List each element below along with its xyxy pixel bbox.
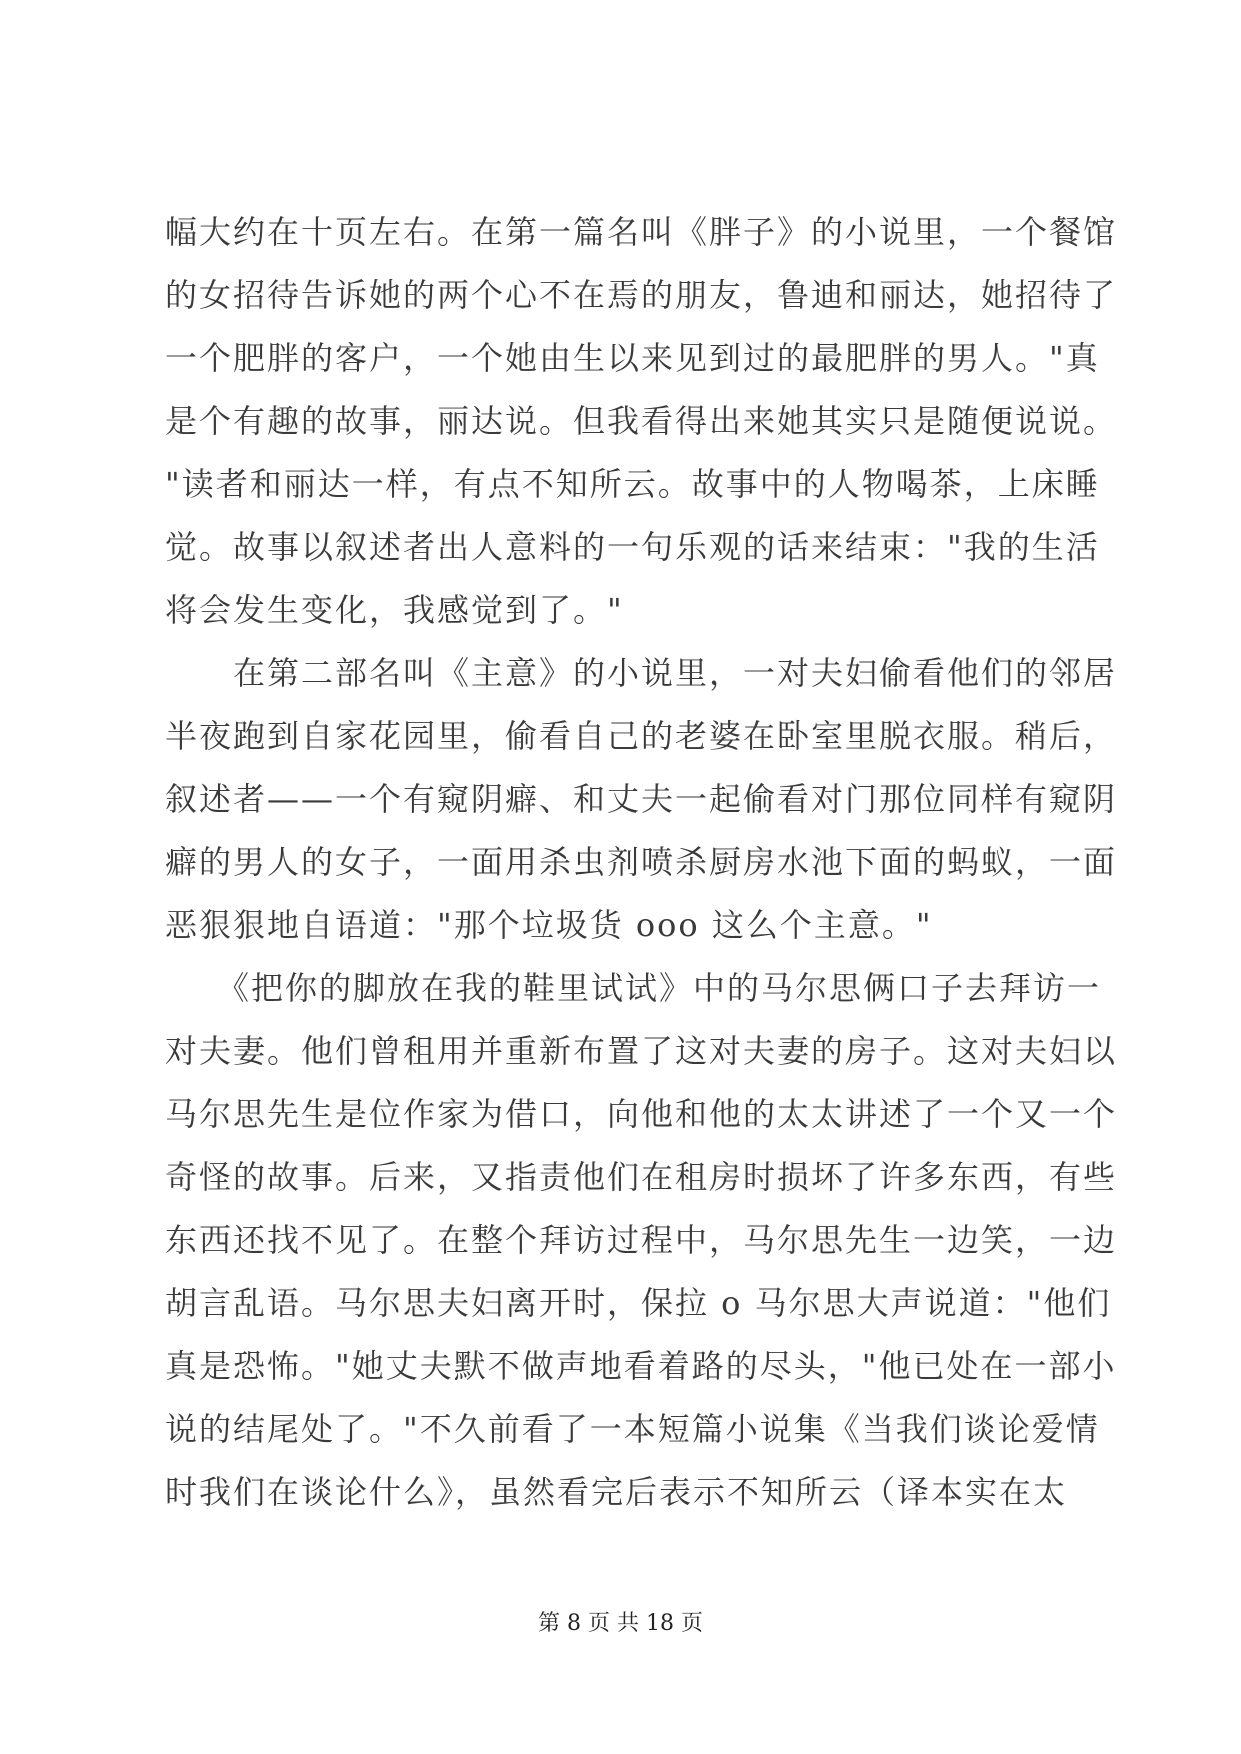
body-text-line: 时我们在谈论什么》，虽然看完后表示不知所云（译本实在太 <box>165 1473 1068 1511</box>
body-text-line: 恶狠狠地自语道："那个垃圾货 ooo 这么个主意。" <box>165 906 933 944</box>
body-text-line: 说的结尾处了。"不久前看了一本短篇小说集《当我们谈论爱情 <box>165 1410 1100 1448</box>
body-text-line: 胡言乱语。马尔思夫妇离开时，保拉 o 马尔思大声说道："他们 <box>165 1284 1112 1322</box>
body-text-line: 是个有趣的故事，丽达说。但我看得出来她其实只是随便说说。 <box>165 402 1118 440</box>
body-text-line: 《把你的脚放在我的鞋里试试》中的马尔思俩口子去拜访一 <box>165 969 1102 1007</box>
body-text-line: 对夫妻。他们曾租用并重新布置了这对夫妻的房子。这对夫妇以 <box>165 1032 1118 1070</box>
page-number-footer: 第 8 页 共 18 页 <box>538 1611 703 1636</box>
body-text-line: 马尔思先生是位作家为借口，向他和他的太太讲述了一个又一个 <box>165 1095 1118 1133</box>
body-text-line: 一个肥胖的客户，一个她由生以来见到过的最肥胖的男人。"真 <box>165 339 1100 377</box>
body-text-line: 觉。故事以叙述者出人意料的一句乐观的话来结束："我的生活 <box>165 528 1100 566</box>
body-text-line: 幅大约在十页左右。在第一篇名叫《胖子》的小说里，一个餐馆 <box>165 213 1118 251</box>
body-text-line: 真是恐怖。"她丈夫默不做声地看着路的尽头，"他已处在一部小 <box>165 1347 1117 1385</box>
body-text-line: 叙述者——一个有窥阴癖、和丈夫一起偷看对门那位同样有窥阴 <box>165 780 1118 818</box>
body-text-line: 在第二部名叫《主意》的小说里，一对夫妇偷看他们的邻居 <box>165 654 1118 692</box>
body-text-line: 将会发生变化，我感觉到了。" <box>165 591 624 629</box>
body-text-line: "读者和丽达一样，有点不知所云。故事中的人物喝茶，上床睡 <box>165 465 1100 503</box>
body-text-line: 东西还找不见了。在整个拜访过程中，马尔思先生一边笑，一边 <box>165 1221 1118 1259</box>
body-text-line: 癖的男人的女子，一面用杀虫剂喷杀厨房水池下面的蚂蚁，一面 <box>165 843 1118 881</box>
body-text-line: 的女招待告诉她的两个心不在焉的朋友，鲁迪和丽达，她招待了 <box>165 276 1118 314</box>
body-text-line: 半夜跑到自家花园里，偷看自己的老婆在卧室里脱衣服。稍后， <box>165 717 1118 755</box>
body-text-line: 奇怪的故事。后来，又指责他们在租房时损坏了许多东西，有些 <box>165 1158 1118 1196</box>
